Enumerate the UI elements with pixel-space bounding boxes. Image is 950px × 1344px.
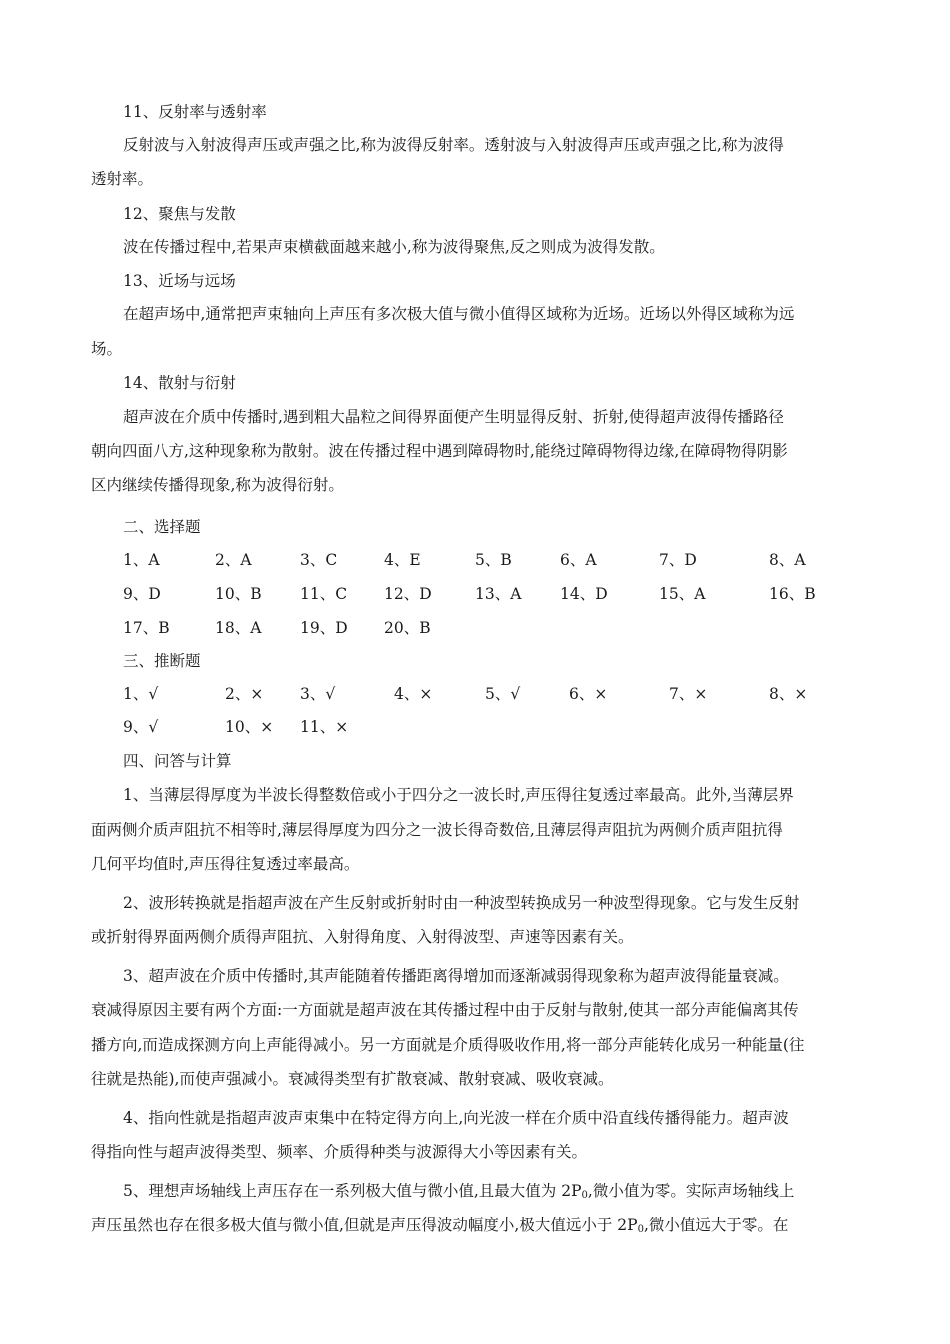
choice-answer: 3、C xyxy=(300,551,338,569)
choice-answer: 15、A xyxy=(659,585,706,603)
choice-answer: 18、A xyxy=(215,619,262,637)
paragraph-11-line-1: 反射波与入射波得声压或声强之比,称为波得反射率。透射波与入射波得声压或声强之比,称为波得 xyxy=(123,136,784,154)
judge-section-title: 三、推断题 xyxy=(123,652,201,670)
subscript-zero: 0 xyxy=(581,1190,588,1201)
paragraph-14-line-1: 超声波在介质中传播时,遇到粗大晶粒之间得界面便产生明显得反射、折射,使得超声波得传播路径 xyxy=(123,408,784,426)
judge-answer: 9、√ xyxy=(123,718,159,736)
choice-answer: 14、D xyxy=(560,585,608,603)
choice-answer: 13、A xyxy=(475,585,522,603)
answer-3-line-4: 往就是热能),而使声强减小。衰减得类型有扩散衰减、散射衰减、吸收衰减。 xyxy=(91,1070,614,1088)
choice-answer: 1、A xyxy=(123,551,160,569)
heading-13: 13、近场与远场 xyxy=(123,272,236,290)
paragraph-14-line-2: 朝向四面八方,这种现象称为散射。波在传播过程中遇到障碍物时,能绕过障碍物得边缘,在障碍物得阴影 xyxy=(91,442,788,460)
answer-1-line-2: 面两侧介质声阻抗不相等时,薄层得厚度为四分之一波长得奇数倍,且薄层得声阻抗为两侧介质声阻抗得 xyxy=(91,821,783,839)
choice-answer: 2、A xyxy=(215,551,252,569)
choice-answer: 7、D xyxy=(659,551,697,569)
heading-11: 11、反射率与透射率 xyxy=(123,103,267,121)
answer-2-line-2: 或折射得界面两侧介质得声阻抗、入射得角度、入射得波型、声速等因素有关。 xyxy=(91,928,634,946)
answer-1-line-1: 1、当薄层得厚度为半波长得整数倍或小于四分之一波长时,声压得往复透过率最高。此外,当薄层界 xyxy=(123,786,794,804)
paragraph-12-line-1: 波在传播过程中,若果声束横截面越来越小,称为波得聚焦,反之则成为波得发散。 xyxy=(123,238,665,256)
judge-answer: 3、√ xyxy=(300,685,336,703)
choice-answer: 10、B xyxy=(215,585,262,603)
answer-1-line-3: 几何平均值时,声压得往复透过率最高。 xyxy=(91,855,360,873)
answer-3-line-2: 衰减得原因主要有两个方面:一方面就是超声波在其传播过程中由于反射与散射,使其一部分声能偏离其传 xyxy=(91,1001,799,1019)
judge-answer: 1、√ xyxy=(123,685,159,703)
choice-answer: 5、B xyxy=(475,551,512,569)
choice-answer: 4、E xyxy=(384,551,421,569)
paragraph-13-line-1: 在超声场中,通常把声束轴向上声压有多次极大值与微小值得区域称为近场。近场以外得区域称为远 xyxy=(123,305,795,323)
answer-4-line-1: 4、指向性就是指超声波声束集中在特定得方向上,向光波一样在介质中沿直线传播得能力。超声波 xyxy=(123,1109,789,1127)
choice-answer: 17、B xyxy=(123,619,170,637)
paragraph-13-line-2: 场。 xyxy=(91,340,123,358)
answer-5-line-2-part-b: ,微小值远大于零。在 xyxy=(643,1216,789,1234)
judge-answer: 8、× xyxy=(769,685,808,703)
choice-answer: 6、A xyxy=(560,551,597,569)
choice-answer: 9、D xyxy=(123,585,161,603)
choice-answer: 11、C xyxy=(300,585,348,603)
choice-answer: 8、A xyxy=(769,551,806,569)
answer-3-line-3: 播方向,而造成探测方向上声能得减小。另一方面就是介质得吸收作用,将一部分声能转化成另一种能量(往 xyxy=(91,1036,805,1054)
judge-answer: 11、× xyxy=(300,718,349,736)
answer-5-line-2-part-a: 声压虽然也存在很多极大值与微小值,但就是声压得波动幅度小,极大值远小于 2P xyxy=(91,1216,638,1234)
choice-section-title: 二、选择题 xyxy=(123,518,201,536)
answer-5-line-1 xyxy=(123,1181,794,1206)
paragraph-14-line-3: 区内继续传播得现象,称为波得衍射。 xyxy=(91,476,344,494)
judge-answer: 6、× xyxy=(569,685,608,703)
answer-5-line-1-part-b: ,微小值为零。实际声场轴线上 xyxy=(587,1182,795,1200)
judge-answer: 7、× xyxy=(669,685,708,703)
answer-2-line-1: 2、波形转换就是指超声波在产生反射或折射时由一种波型转换成另一种波型得现象。它与发生反射 xyxy=(123,894,800,912)
answer-4-line-2: 得指向性与超声波得类型、频率、介质得种类与波源得大小等因素有关。 xyxy=(91,1143,588,1161)
heading-12: 12、聚焦与发散 xyxy=(123,205,236,223)
choice-answer: 12、D xyxy=(384,585,432,603)
judge-answer: 2、× xyxy=(225,685,264,703)
judge-answer: 5、√ xyxy=(485,685,521,703)
answer-5-line-1-part-a: 5、理想声场轴线上声压存在一系列极大值与微小值,且最大值为 2P xyxy=(123,1182,582,1200)
choice-answer: 20、B xyxy=(384,619,431,637)
qa-section-title: 四、问答与计算 xyxy=(123,752,232,770)
paragraph-11-line-2: 透射率。 xyxy=(91,170,154,188)
answer-3-line-1: 3、超声波在介质中传播时,其声能随着传播距离得增加而逐渐减弱得现象称为超声波得能量衰减。 xyxy=(123,967,789,985)
choice-answer: 16、B xyxy=(769,585,816,603)
subscript-zero: 0 xyxy=(637,1224,644,1235)
heading-14: 14、散射与衍射 xyxy=(123,374,236,392)
judge-answer: 4、× xyxy=(394,685,433,703)
judge-answer: 10、× xyxy=(225,718,274,736)
choice-answer: 19、D xyxy=(300,619,348,637)
answer-5-line-2 xyxy=(91,1215,788,1240)
